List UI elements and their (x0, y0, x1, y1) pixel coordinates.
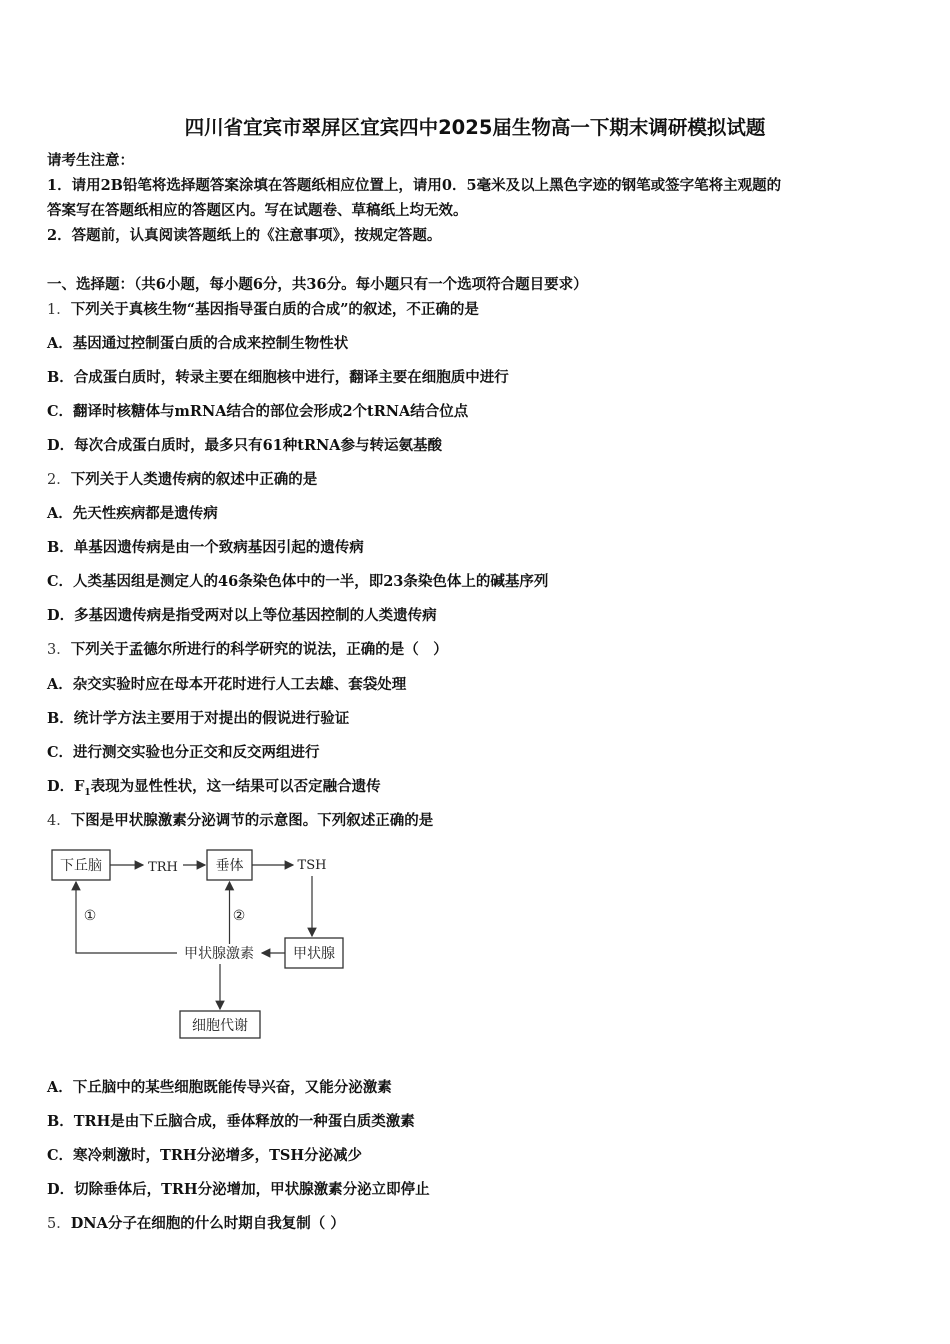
option-text: TRH是由下丘脑合成，垂体释放的一种蛋白质类激素 (73, 1113, 415, 1130)
question-text: 下列关于人类遗传病的叙述中正确的是 (70, 471, 318, 488)
option-text: 先天性疾病都是遗传病 (72, 505, 218, 522)
option-letter: C． (47, 744, 74, 761)
thyroid-regulation-diagram (40, 840, 360, 1045)
option-text: 统计学方法主要用于对提出的假说进行验证 (73, 710, 350, 727)
option-text: 合成蛋白质时，转录主要在细胞核中进行，翻译主要在细胞质中进行 (73, 369, 509, 386)
option-3-d (47, 777, 381, 803)
question-number: 5． (47, 1216, 71, 1232)
pituitary-label: 垂体 (215, 858, 244, 874)
option-subscript: 1 (84, 787, 91, 798)
option-2-a (47, 504, 218, 524)
option-1-a (47, 334, 348, 354)
option-letter: B． (47, 369, 74, 386)
option-text: 进行测交实验也分正交和反交两组进行 (73, 744, 320, 761)
option-letter: D． (47, 437, 75, 454)
option-letter: B． (47, 710, 74, 727)
option-4-c (47, 1146, 362, 1166)
mark-2: ② (232, 908, 246, 924)
question-text: 下列关于孟德尔所进行的科学研究的说法，正确的是（ ） (70, 641, 448, 658)
option-1-b (47, 368, 509, 388)
option-text: 杂交实验时应在母本开花时进行人工去雄、套袋处理 (72, 676, 407, 693)
question-1 (47, 300, 479, 320)
thyroid-label: 甲状腺 (293, 946, 335, 962)
option-text: 多基因遗传病是指受两对以上等位基因控制的人类遗传病 (74, 607, 437, 624)
option-letter: D． (47, 607, 75, 624)
option-2-b (47, 538, 364, 558)
mark-1: ① (83, 908, 97, 924)
option-4-b (47, 1112, 415, 1132)
question-5 (47, 1214, 345, 1234)
question-number: 1． (47, 302, 71, 318)
option-letter: A． (47, 505, 73, 522)
option-text: 切除垂体后，TRH分泌增加，甲状腺激素分泌立即停止 (74, 1181, 430, 1198)
question-number: 4． (47, 813, 71, 829)
option-3-a (47, 675, 406, 695)
question-text: 下列关于真核生物“基因指导蛋白质的合成”的叙述，不正确的是 (70, 301, 479, 318)
option-letter: C． (47, 403, 74, 420)
section-heading: 一、选择题：（共6小题，每小题6分，共36分。每小题只有一个选项符合题目要求） (47, 276, 588, 293)
option-letter: B． (47, 539, 74, 556)
option-1-c (47, 402, 468, 422)
question-2 (47, 470, 317, 490)
option-1-d (47, 436, 442, 456)
notice-item-1-line-1: 1．请用2B铅笔将选择题答案涂填在答题纸相应位置上，请用0．5毫米及以上黑色字迹的钢笔或签字笔将主观题的 (47, 177, 782, 194)
option-letter: D． (47, 1181, 75, 1198)
notice-item-2: 2．答题前，认真阅读答题纸上的《注意事项》，按规定答题。 (47, 227, 442, 244)
option-letter: D． (47, 778, 75, 795)
notice-item-1-line-2: 答案写在答题纸相应的答题区内。写在试题卷、草稿纸上均无效。 (47, 202, 468, 219)
question-text: 下图是甲状腺激素分泌调节的示意图。下列叙述正确的是 (70, 812, 434, 829)
option-text: 基因通过控制蛋白质的合成来控制生物性状 (72, 335, 349, 352)
metabolism-label: 细胞代谢 (192, 1018, 248, 1034)
option-4-d (47, 1180, 430, 1200)
question-4 (47, 811, 433, 831)
option-2-d (47, 606, 437, 626)
option-text: 人类基因组是测定人的46条染色体中的一半，即23条染色体上的碱基序列 (73, 573, 549, 590)
option-text: 每次合成蛋白质时，最多只有61种tRNA参与转运氨基酸 (74, 437, 443, 454)
question-number: 2． (47, 472, 71, 488)
option-letter: A． (47, 1079, 73, 1096)
notice-heading: 请考生注意： (47, 152, 134, 169)
hormone-label: 甲状腺激素 (184, 946, 254, 962)
option-4-a (47, 1078, 392, 1098)
option-letter: C． (47, 1147, 74, 1164)
question-3 (47, 640, 448, 660)
option-letter: A． (47, 676, 73, 693)
option-3-c (47, 743, 320, 763)
option-3-b (47, 709, 349, 729)
option-letter: B． (47, 1113, 74, 1130)
page-title: 四川省宜宾市翠屏区宜宾四中2025届生物高一下期末调研模拟试题 (184, 116, 766, 139)
question-number: 3． (47, 642, 71, 658)
option-text: 单基因遗传病是由一个致病基因引起的遗传病 (73, 539, 364, 556)
option-2-c (47, 572, 548, 592)
option-text: 表现为显性性状，这一结果可以否定融合遗传 (90, 778, 381, 795)
question-text: DNA分子在细胞的什么时期自我复制（ ） (70, 1215, 345, 1232)
option-prefix: F (74, 778, 85, 795)
option-text: 下丘脑中的某些细胞既能传导兴奋，又能分泌激素 (72, 1079, 392, 1096)
trh-label: TRH (148, 860, 178, 875)
hypothalamus-label: 下丘脑 (60, 858, 102, 874)
tsh-label: TSH (297, 858, 327, 873)
option-letter: A． (47, 335, 73, 352)
option-text: 翻译时核糖体与mRNA结合的部位会形成2个tRNA结合位点 (73, 403, 469, 420)
option-letter: C． (47, 573, 74, 590)
option-text: 寒冷刺激时，TRH分泌增多，TSH分泌减少 (73, 1147, 363, 1164)
